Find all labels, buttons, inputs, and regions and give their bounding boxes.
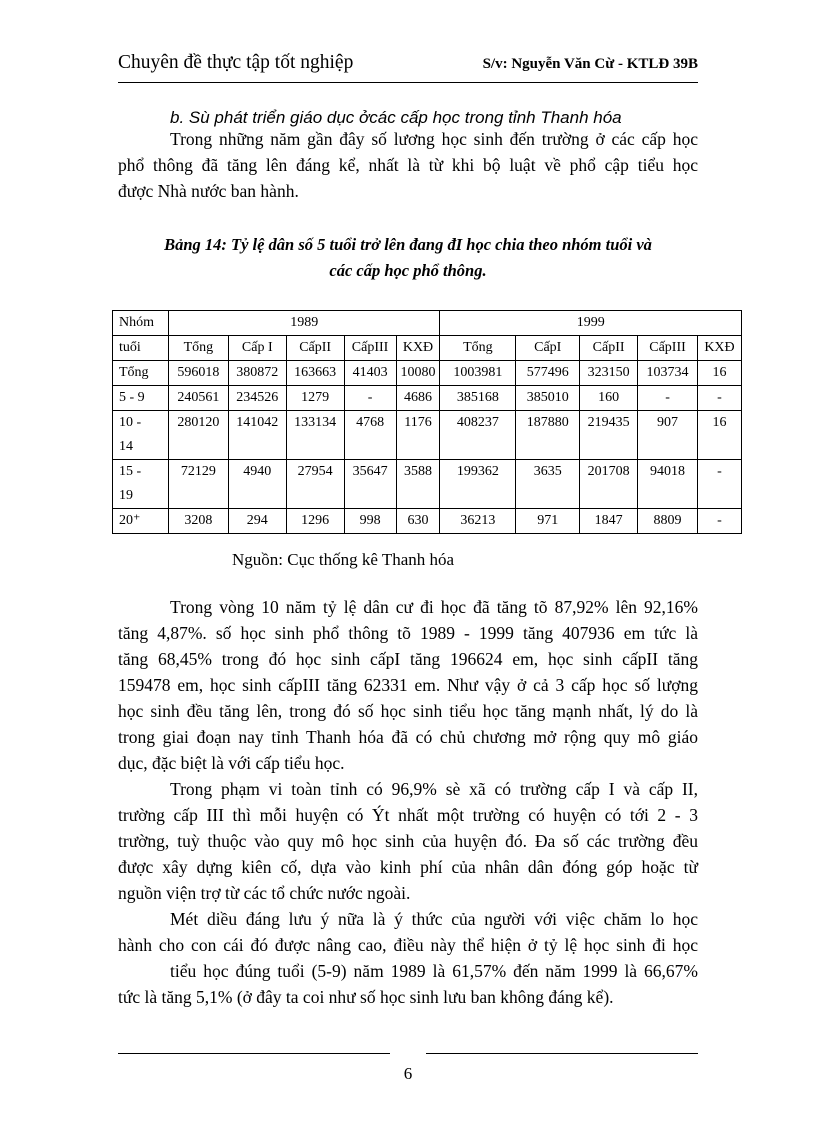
body-paragraph-1 — [118, 594, 698, 776]
footer-divider-right — [426, 1053, 698, 1054]
table-subheader-row — [113, 336, 742, 361]
text-line: trường cấp III thì mỗi huyện có Ýt nhất một trường có huyện có tới 2 - 3 — [118, 805, 698, 825]
table-cell: 907 — [638, 411, 698, 460]
row-label: 20⁺ — [113, 509, 169, 534]
table-cell: 998 — [344, 509, 396, 534]
table-cell: 10080 — [396, 361, 440, 386]
caption-line: Bảng 14: Tỷ lệ dân số 5 tuổi trở lên đang đI học chia theo nhóm tuổi và — [164, 235, 652, 254]
text-line: Mét diều đáng lưu ý nữa là ý thức của người với việc chăm lo học — [170, 909, 698, 929]
table-cell: 234526 — [228, 386, 286, 411]
table-cell: 219435 — [580, 411, 638, 460]
body-paragraph-2 — [118, 776, 698, 906]
text-line: trường, tuỳ thuộc vào quy mô học sinh của huyện đó. Đa số các trường đều — [118, 831, 698, 851]
table-cell: 16 — [697, 411, 741, 460]
column-header: CấpII — [286, 336, 344, 361]
table-cell: 103734 — [638, 361, 698, 386]
table-cell: 1279 — [286, 386, 344, 411]
table-caption — [118, 232, 698, 284]
table-cell: 35647 — [344, 460, 396, 509]
table-cell: 4686 — [396, 386, 440, 411]
table-cell: 199362 — [440, 460, 516, 509]
page-number: 6 — [403, 1064, 413, 1083]
table-cell: 280120 — [168, 411, 228, 460]
table-row — [113, 509, 742, 534]
text-line: tăng 68,45% trong đó học sinh cấpI tăng 196624 em, học sinh cấpII tăng — [118, 649, 698, 669]
footer-divider-left — [118, 1053, 390, 1054]
text-line: học sinh đều tăng lên, trong đó số học sinh tiểu học tăng mạnh nhất, lý do là — [118, 701, 698, 721]
year-header: 1999 — [440, 311, 742, 336]
intro-paragraph — [118, 126, 698, 204]
text-line: dục, đặc biệt là với cấp tiểu học. — [118, 753, 345, 773]
table-cell: 4768 — [344, 411, 396, 460]
table-cell: 3208 — [168, 509, 228, 534]
text-line: được Nhà nước ban hành. — [118, 181, 299, 201]
table-cell: 240561 — [168, 386, 228, 411]
column-header: CấpIII — [638, 336, 698, 361]
table-cell: 1847 — [580, 509, 638, 534]
table-cell: - — [344, 386, 396, 411]
text-line: tiểu học đúng tuổi (5-9) năm 1989 là 61,57% đến năm 1999 là 66,67% — [170, 961, 698, 981]
table-cell: 187880 — [516, 411, 580, 460]
document-title: Chuyên đề thực tập tốt nghiệp — [118, 52, 354, 73]
column-header: CấpII — [580, 336, 638, 361]
corner-label: tuổi — [113, 336, 169, 361]
table-row — [113, 386, 742, 411]
row-label — [113, 411, 169, 460]
text-line: trong giai đoạn nay tỉnh Thanh hóa đã có chủ chương mở rộng quy mô giáo — [118, 727, 698, 747]
text-line: hành cho con cái đó được nâng cao, điều này thể hiện ở tỷ lệ học sinh đi học — [118, 935, 698, 955]
header-divider — [118, 82, 698, 83]
table-cell: 577496 — [516, 361, 580, 386]
year-header: 1989 — [168, 311, 440, 336]
row-label-line: 15 - — [119, 464, 142, 479]
table-cell: 3588 — [396, 460, 440, 509]
row-label — [113, 460, 169, 509]
table-cell: 27954 — [286, 460, 344, 509]
column-header: KXĐ — [697, 336, 741, 361]
table-cell: 36213 — [440, 509, 516, 534]
caption-line: các cấp học phổ thông. — [329, 261, 487, 280]
row-label: Tổng — [113, 361, 169, 386]
section-subheading: b. Sù phát triển giáo dục ởcác cấp học trong tỉnh Thanh hóa — [170, 108, 622, 127]
table-cell: 201708 — [580, 460, 638, 509]
text-line: Trong những năm gần đây số lương học sinh đến trường ở các cấp học — [170, 129, 698, 149]
body-paragraph-3 — [118, 906, 698, 1010]
column-header: Tổng — [168, 336, 228, 361]
column-header: Tổng — [440, 336, 516, 361]
table-cell: 1296 — [286, 509, 344, 534]
table-cell: - — [697, 460, 741, 509]
table-cell: 133134 — [286, 411, 344, 460]
column-header: CấpI — [516, 336, 580, 361]
table-cell: 596018 — [168, 361, 228, 386]
text-line: tức là tăng 5,1% (ở đây ta coi như số học sinh lưu ban không đáng kể). — [118, 987, 614, 1007]
column-header: Cấp I — [228, 336, 286, 361]
table-cell: 1003981 — [440, 361, 516, 386]
text-line: được xây dựng kiên cố, dựa vào kinh phí của nhân dân đóng góp hoặc từ — [118, 857, 698, 877]
table-cell: 323150 — [580, 361, 638, 386]
table-cell: 630 — [396, 509, 440, 534]
text-line: phổ thông đã tăng lên đáng kể, nhất là từ khi bộ luật về phổ cập tiểu học — [118, 155, 698, 175]
table-cell: 385168 — [440, 386, 516, 411]
table-cell: 8809 — [638, 509, 698, 534]
table-cell: 72129 — [168, 460, 228, 509]
table-cell: 16 — [697, 361, 741, 386]
table-cell: 41403 — [344, 361, 396, 386]
table-cell: 971 — [516, 509, 580, 534]
table-cell: 294 — [228, 509, 286, 534]
text-line: 159478 em, học sinh cấpIII tăng 62331 em. Như vậy ở cả 3 cấp học số lượng — [118, 675, 698, 695]
table-cell: 94018 — [638, 460, 698, 509]
column-header: CấpIII — [344, 336, 396, 361]
table-header-row — [113, 311, 742, 336]
table-cell: 3635 — [516, 460, 580, 509]
author-info: S/v: Nguyễn Văn Cừ - KTLĐ 39B — [482, 56, 698, 72]
column-header: KXĐ — [396, 336, 440, 361]
table-cell: 163663 — [286, 361, 344, 386]
table-cell: - — [638, 386, 698, 411]
row-label-line: 10 - — [119, 415, 142, 430]
page-header — [118, 52, 698, 78]
row-label-line: 19 — [119, 488, 133, 503]
text-line: Trong vòng 10 năm tỷ lệ dân cư đi học đã tăng tõ 87,92% lên 92,16% — [170, 597, 698, 617]
table-cell: 4940 — [228, 460, 286, 509]
table-source: Nguồn: Cục thống kê Thanh hóa — [232, 550, 455, 569]
corner-label: Nhóm — [113, 311, 169, 336]
text-line: tăng 4,87%. số học sinh phổ thông tõ 1989 - 1999 tăng 407936 em tức là — [118, 623, 698, 643]
table-cell: - — [697, 386, 741, 411]
text-line: nguồn viện trợ từ các tổ chức nước ngoài. — [118, 883, 411, 903]
table-cell: 1176 — [396, 411, 440, 460]
table-cell: 141042 — [228, 411, 286, 460]
table-cell: 385010 — [516, 386, 580, 411]
table-row — [113, 460, 742, 509]
text-line: Trong phạm vi toàn tỉnh có 96,9% sè xã có trường cấp I và cấp II, — [170, 779, 698, 799]
table-cell: 408237 — [440, 411, 516, 460]
table-row — [113, 361, 742, 386]
table-cell: 160 — [580, 386, 638, 411]
row-label: 5 - 9 — [113, 386, 169, 411]
table-row — [113, 411, 742, 460]
population-table — [112, 310, 742, 534]
table-cell: - — [697, 509, 741, 534]
table-cell: 380872 — [228, 361, 286, 386]
row-label-line: 14 — [119, 439, 133, 454]
